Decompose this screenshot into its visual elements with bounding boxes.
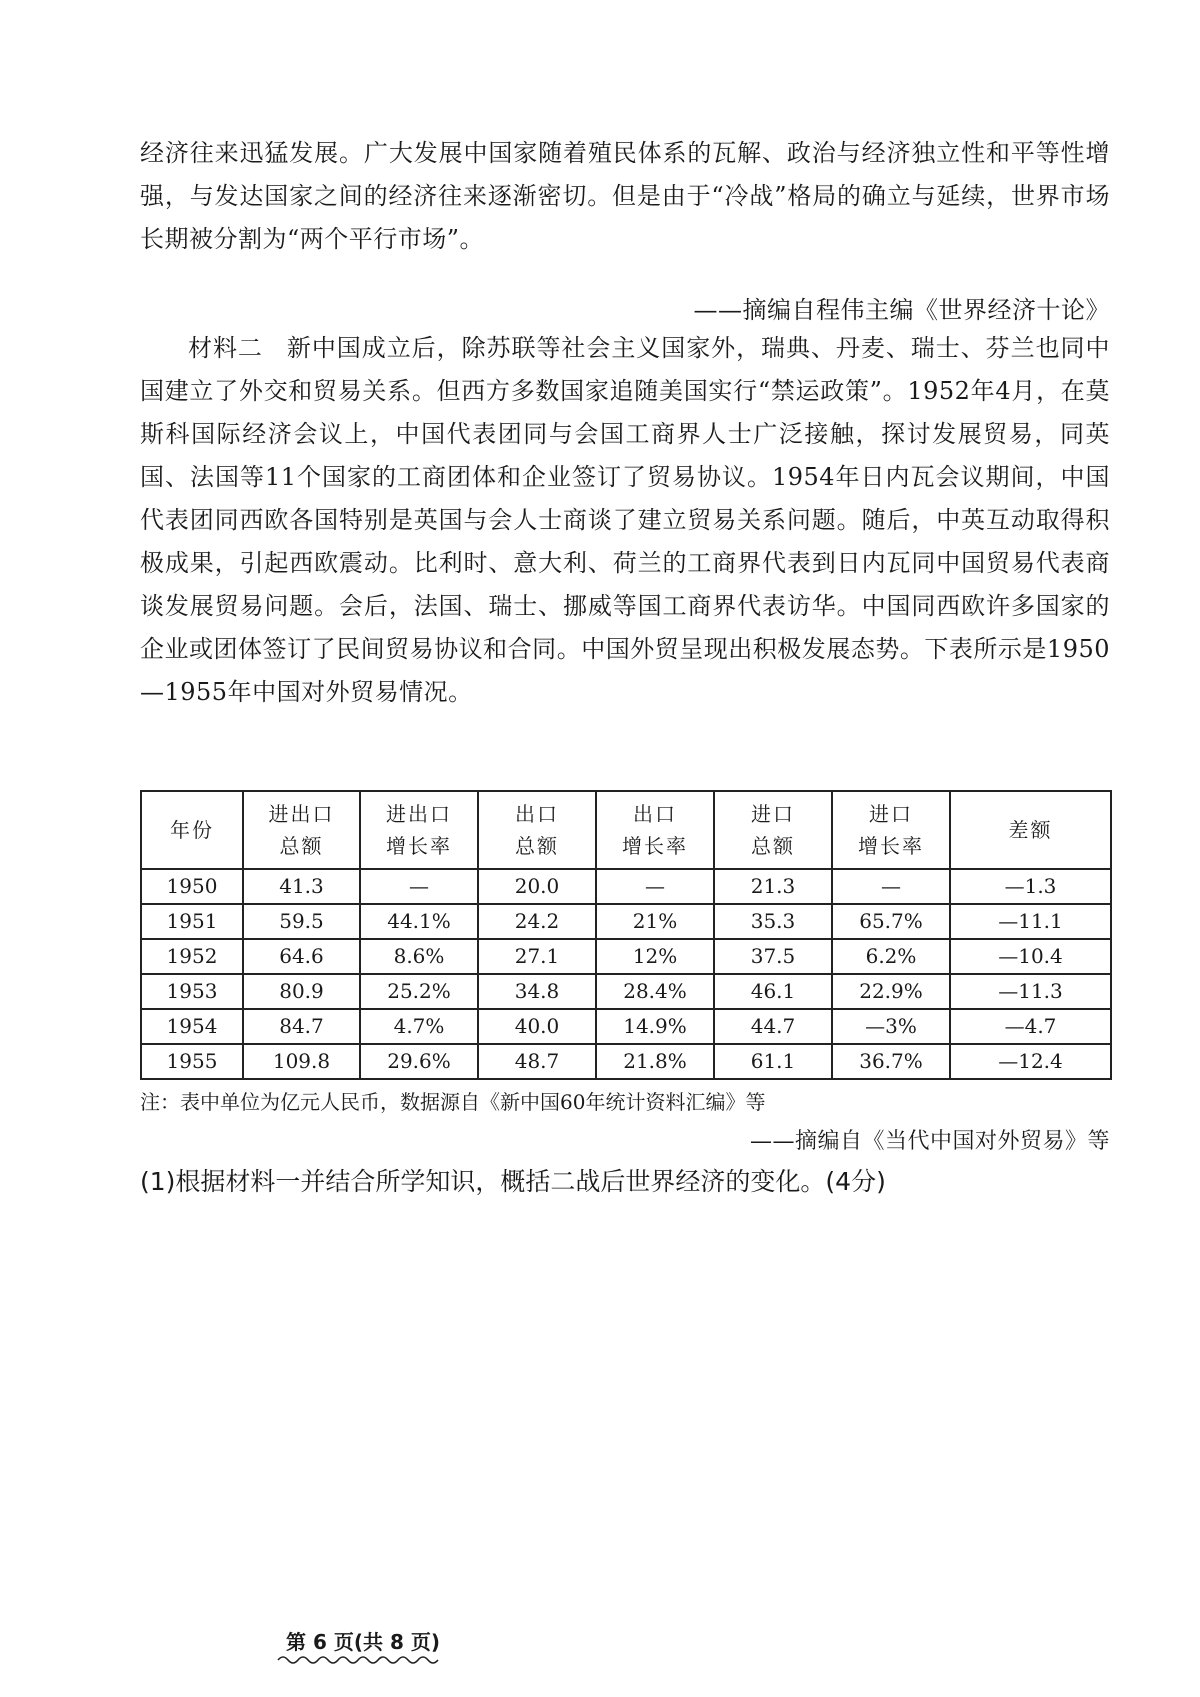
cell-total-growth: 29.6% xyxy=(360,1044,478,1079)
header-total-growth: 进出口 增长率 xyxy=(360,791,478,869)
table-row xyxy=(141,904,1111,939)
cell-balance: —4.7 xyxy=(950,1009,1111,1044)
cell-import: 37.5 xyxy=(714,939,832,974)
cell-import-growth: 65.7% xyxy=(832,904,950,939)
header-total: 进出口 总额 xyxy=(243,791,360,869)
material2-label: 材料二 xyxy=(188,334,263,362)
cell-balance: —11.1 xyxy=(950,904,1111,939)
table-header-row xyxy=(141,791,1111,869)
cell-total-growth: 44.1% xyxy=(360,904,478,939)
cell-total: 84.7 xyxy=(243,1009,360,1044)
cell-import: 35.3 xyxy=(714,904,832,939)
table-row xyxy=(141,939,1111,974)
cell-export: 40.0 xyxy=(478,1009,596,1044)
material2-text: 新中国成立后，除苏联等社会主义国家外，瑞典、丹麦、瑞士、芬兰也同中国建立了外交和贸易关系。但西方多数国家追随美国实行“禁运政策”。1952年4月，在莫斯科国际经济会议上，中国代表团同与会国工商界人士广泛接触，探讨发展贸易，同英国、法国等11个国家的工商团体和企业签订了贸易协议。1954年日内瓦会议期间，中国代表团同西欧各国特别是英国与会人士商谈了建立贸易关系问题。随后，中英互动取得积极成果，引起西欧震动。比利时、意大利、荷兰的工商界代表到日内瓦同中国贸易代表商谈发展贸易问题。会后，法国、瑞士、挪威等国工商界代表访华。中国同西欧许多国家的企业或团体签订了民间贸易协议和合同。中国外贸呈现出积极发展态势。下表所示是1950—1955年中国对外贸易情况。 xyxy=(140,334,1111,706)
cell-export-growth: 14.9% xyxy=(596,1009,714,1044)
cell-total: 109.8 xyxy=(243,1044,360,1079)
table-row xyxy=(141,1044,1111,1079)
cell-export-growth: 21% xyxy=(596,904,714,939)
trade-table xyxy=(140,790,1112,1080)
cell-balance: —11.3 xyxy=(950,974,1111,1009)
table-row xyxy=(141,1009,1111,1044)
material1-source: ——摘编自程伟主编《世界经济十论》 xyxy=(693,296,1110,324)
table-row xyxy=(141,869,1111,904)
cell-total: 80.9 xyxy=(243,974,360,1009)
cell-import: 44.7 xyxy=(714,1009,832,1044)
cell-export-growth: 21.8% xyxy=(596,1044,714,1079)
header-export: 出口 总额 xyxy=(478,791,596,869)
cell-balance: —1.3 xyxy=(950,869,1111,904)
cell-year: 1955 xyxy=(141,1044,243,1079)
cell-year: 1953 xyxy=(141,974,243,1009)
question-1: (1)根据材料一并结合所学知识，概括二战后世界经济的变化。(4分) xyxy=(140,1167,886,1196)
cell-balance: —12.4 xyxy=(950,1044,1111,1079)
table-row xyxy=(141,974,1111,1009)
cell-year: 1951 xyxy=(141,904,243,939)
wavy-underline-icon xyxy=(276,1654,446,1666)
page-number-footer: 第 6 页(共 8 页) xyxy=(286,1630,440,1654)
cell-import-growth: — xyxy=(832,869,950,904)
cell-export: 27.1 xyxy=(478,939,596,974)
cell-export: 48.7 xyxy=(478,1044,596,1079)
cell-import: 21.3 xyxy=(714,869,832,904)
header-import: 进口 总额 xyxy=(714,791,832,869)
cell-total-growth: 8.6% xyxy=(360,939,478,974)
header-balance: 差额 xyxy=(950,791,1111,869)
material2-paragraph xyxy=(140,327,1110,714)
cell-export: 24.2 xyxy=(478,904,596,939)
cell-total-growth: — xyxy=(360,869,478,904)
header-export-growth: 出口 增长率 xyxy=(596,791,714,869)
cell-total: 64.6 xyxy=(243,939,360,974)
cell-total-growth: 4.7% xyxy=(360,1009,478,1044)
cell-import-growth: 22.9% xyxy=(832,974,950,1009)
cell-year: 1952 xyxy=(141,939,243,974)
cell-export-growth: 12% xyxy=(596,939,714,974)
cell-import-growth: 36.7% xyxy=(832,1044,950,1079)
cell-total: 41.3 xyxy=(243,869,360,904)
cell-year: 1954 xyxy=(141,1009,243,1044)
material1-tail-paragraph: 经济往来迅猛发展。广大发展中国家随着殖民体系的瓦解、政治与经济独立性和平等性增强，与发达国家之间的经济往来逐渐密切。但是由于“冷战”格局的确立与延续，世界市场长期被分割为“两个平行市场”。 xyxy=(140,139,1110,253)
cell-export-growth: — xyxy=(596,869,714,904)
cell-import-growth: —3% xyxy=(832,1009,950,1044)
cell-import-growth: 6.2% xyxy=(832,939,950,974)
cell-import: 46.1 xyxy=(714,974,832,1009)
cell-year: 1950 xyxy=(141,869,243,904)
cell-export-growth: 28.4% xyxy=(596,974,714,1009)
cell-total: 59.5 xyxy=(243,904,360,939)
cell-export: 34.8 xyxy=(478,974,596,1009)
table-note: 注：表中单位为亿元人民币，数据源自《新中国60年统计资料汇编》等 xyxy=(140,1090,766,1114)
header-year: 年份 xyxy=(141,791,243,869)
cell-total-growth: 25.2% xyxy=(360,974,478,1009)
material2-source: ——摘编自《当代中国对外贸易》等 xyxy=(749,1129,1110,1154)
header-import-growth: 进口 增长率 xyxy=(832,791,950,869)
cell-balance: —10.4 xyxy=(950,939,1111,974)
cell-import: 61.1 xyxy=(714,1044,832,1079)
cell-export: 20.0 xyxy=(478,869,596,904)
